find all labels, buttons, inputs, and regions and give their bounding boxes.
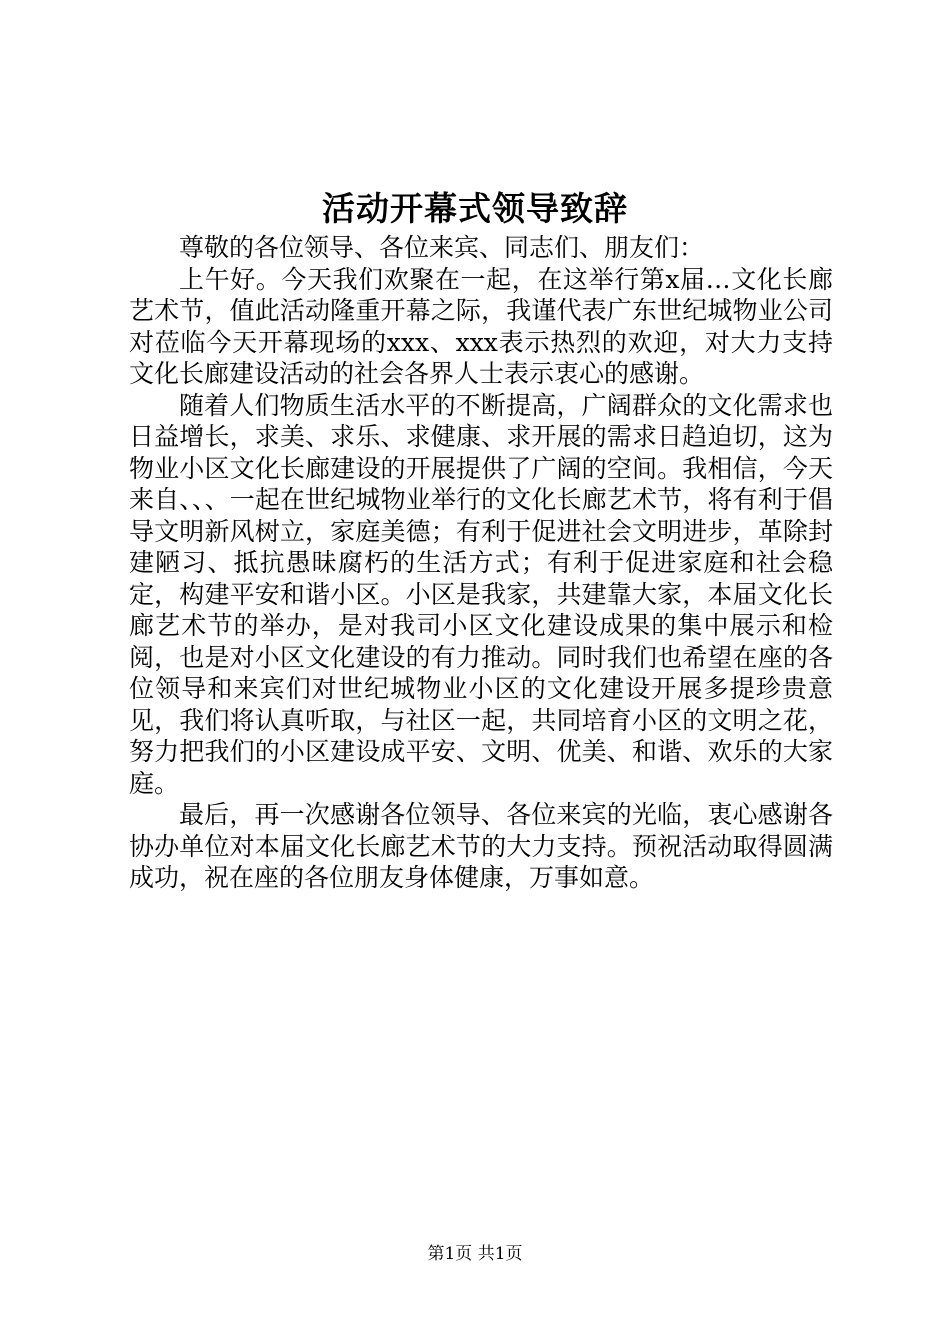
closing-paragraph: 最后，再一次感谢各位领导、各位来宾的光临，衷心感谢各协办单位对本届文化长廊艺术节的大力支持。预祝活动取得圆满成功，祝在座的各位朋友身体健康，万事如意。 — [129, 800, 833, 892]
document-body — [129, 232, 833, 894]
welcome-paragraph: 上午好。今天我们欢聚在一起，在这举行第x届…文化长廊艺术节，值此活动隆重开幕之际，我谨代表广东世纪城物业公司对莅临今天开幕现场的xxx、xxx表示热烈的欢迎，对大力支持文化长廊建设活动的社会各界人士表示衷心的感谢。 — [129, 264, 833, 388]
document-title: 活动开幕式领导致辞 — [322, 189, 628, 228]
main-paragraph: 随着人们物质生活水平的不断提高，广阔群众的文化需求也日益增长，求美、求乐、求健康、求开展的需求日趋迫切，这为物业小区文化长廊建设的开展提供了广阔的空间。我相信，今天来自、、、一起在世纪城物业举行的文化长廊艺术节，将有利于倡导文明新风树立，家庭美德；有利于促进社会文明进步，革除封建陋习、抵抗愚昧腐朽的生活方式；有利于促进家庭和社会稳定，构建平安和谐小区。小区是我家，共建靠大家，本届文化长廊艺术节的举办，是对我司小区文化建设成果的集中展示和检阅，也是对小区文化建设的有力推动。同时我们也希望在座的各位领导和来宾们对世纪城物业小区的文化建设开展多提珍贵意见，我们将认真听取，与社区一起，共同培育小区的文明之花，努力把我们的小区建设成平安、文明、优美、和谐、欢乐的大家庭。 — [129, 390, 833, 798]
salutation-paragraph: 尊敬的各位领导、各位来宾、同志们、朋友们： — [179, 233, 705, 262]
page-number-footer: 第1页 共1页 — [427, 1244, 523, 1264]
